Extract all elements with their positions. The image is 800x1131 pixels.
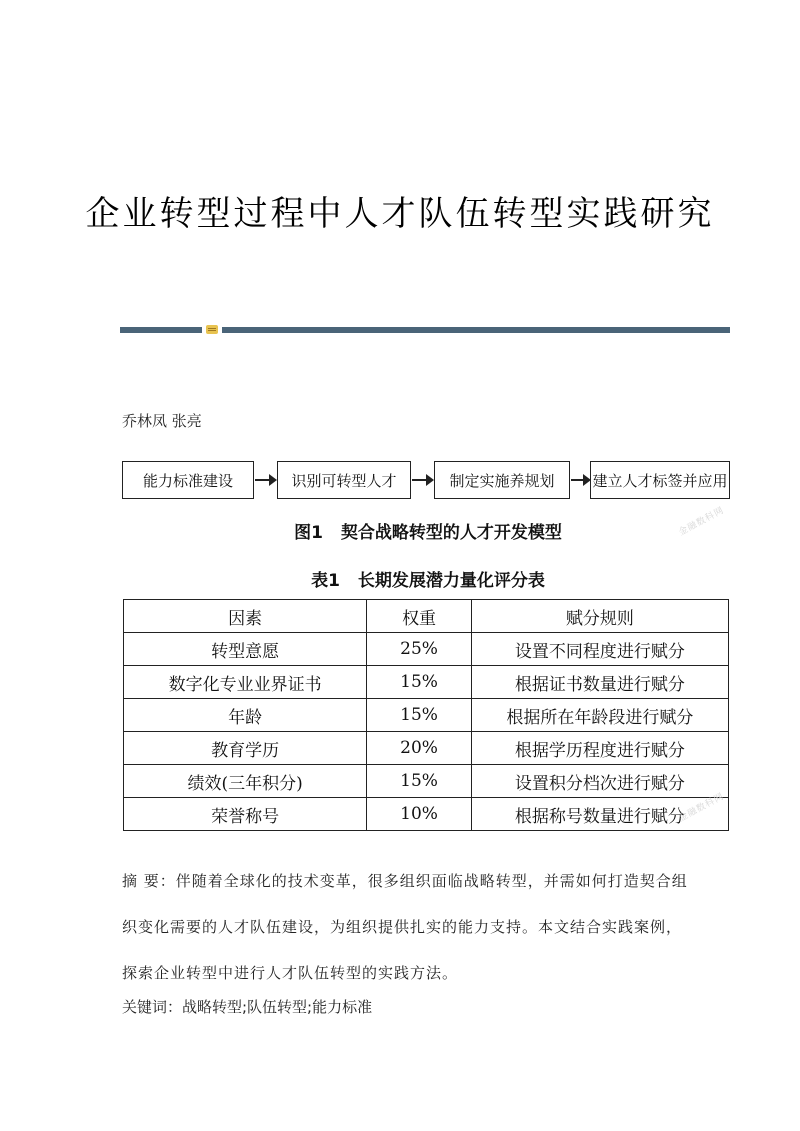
- flow-arrow-2: [412, 479, 432, 481]
- abstract: 摘 要：伴随着全球化的技术变革，很多组织面临战略转型，并需如何打造契合组织变化需要的人才队伍建设，为组织提供扎实的能力支持。本文结合实践案例，探索企业转型中进行人才队伍转型的实践方法。: [122, 872, 688, 982]
- cell-weight: 15%: [367, 666, 471, 699]
- score-table: [123, 599, 729, 831]
- header-factor: 因素: [124, 600, 367, 633]
- header-weight: 权重: [367, 600, 471, 633]
- cell-factor: 绩效(三年积分): [124, 765, 367, 798]
- cell-factor: 年龄: [124, 699, 367, 732]
- cell-rule: 根据所在年龄段进行赋分: [471, 699, 728, 732]
- cell-factor: 数字化专业业界证书: [124, 666, 367, 699]
- table-row: [124, 798, 729, 831]
- cell-rule: 根据称号数量进行赋分: [471, 798, 728, 831]
- cell-rule: 根据证书数量进行赋分: [471, 666, 728, 699]
- table-row: [124, 732, 729, 765]
- cell-weight: 15%: [367, 765, 471, 798]
- flow-arrow-1: [255, 479, 275, 481]
- authors: 乔林凤 张亮: [122, 412, 202, 430]
- flow-arrow-3: [571, 479, 589, 481]
- figure-caption-number: 图1: [294, 523, 323, 543]
- cell-weight: 25%: [367, 633, 471, 666]
- cell-factor: 教育学历: [124, 732, 367, 765]
- table-row: [124, 765, 729, 798]
- table-header-row: [124, 600, 729, 633]
- flow-step-3: 制定实施养规划: [434, 461, 570, 499]
- table-row: [124, 633, 729, 666]
- watermark: 金融数科网: [677, 791, 727, 824]
- watermark: 金融数科网: [677, 505, 727, 538]
- cell-rule: 根据学历程度进行赋分: [471, 732, 728, 765]
- divider-left-bar: [120, 327, 202, 333]
- table-row: [124, 699, 729, 732]
- figure-caption-text: 契合战略转型的人才开发模型: [340, 523, 562, 543]
- cell-weight: 15%: [367, 699, 471, 732]
- flow-step-4: 建立人才标签并应用: [590, 461, 730, 499]
- cell-weight: 20%: [367, 732, 471, 765]
- table-caption-number: 表1: [311, 571, 340, 591]
- title-divider: [120, 326, 730, 334]
- flow-step-2: 识别可转型人才: [277, 461, 411, 499]
- keywords: 关键词：战略转型;队伍转型;能力标准: [122, 998, 373, 1016]
- document-icon: [206, 325, 218, 334]
- paper-title: 企业转型过程中人才队伍转型实践研究: [85, 194, 715, 234]
- flow-step-1: 能力标准建设: [122, 461, 254, 499]
- divider-right-bar: [222, 327, 730, 333]
- cell-weight: 10%: [367, 798, 471, 831]
- flow-diagram: [122, 461, 730, 501]
- table-caption: [0, 566, 800, 591]
- table-row: [124, 666, 729, 699]
- header-rule: 赋分规则: [471, 600, 728, 633]
- cell-rule: 设置不同程度进行赋分: [471, 633, 728, 666]
- cell-rule: 设置积分档次进行赋分: [471, 765, 728, 798]
- cell-factor: 荣誉称号: [124, 798, 367, 831]
- table-caption-text: 长期发展潜力量化评分表: [357, 571, 545, 591]
- cell-factor: 转型意愿: [124, 633, 367, 666]
